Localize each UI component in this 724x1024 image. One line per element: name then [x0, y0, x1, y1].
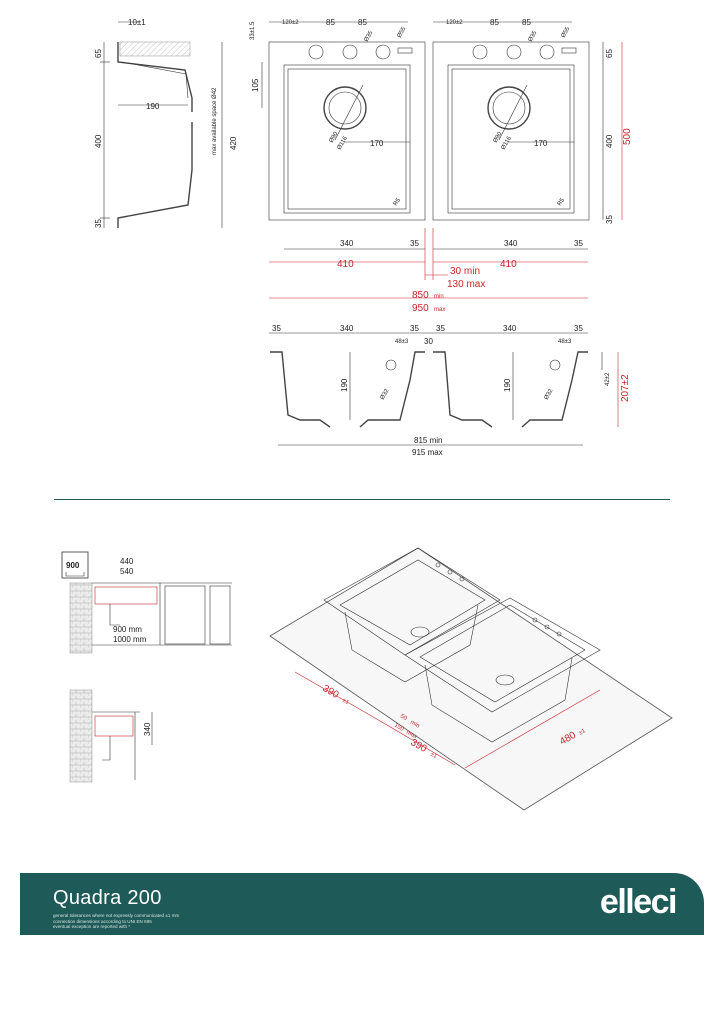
side-top-10: 10±1 [128, 18, 146, 27]
section-divider [54, 499, 670, 500]
install-340: 340 [143, 722, 152, 736]
right-dim-85a: 85 [490, 18, 499, 27]
cabinet-badge-text: 900 [66, 561, 80, 570]
gap-min: 30 min [450, 266, 481, 277]
left-drain-105: 105 [251, 78, 260, 92]
cut-390b: 390 [408, 737, 429, 755]
cut-480: 480 [558, 729, 578, 748]
right-dim-120: 120±2 [446, 20, 463, 26]
left-dim-85b: 85 [358, 18, 367, 27]
total-width-dims [269, 228, 588, 314]
side-bottom-35: 35 [94, 219, 103, 228]
front-190b: 190 [503, 378, 512, 392]
note-line: general tolerances where not expressly communicated ±1 mm [53, 913, 180, 918]
side-rim-65: 65 [94, 49, 103, 58]
right-dim-85b: 85 [522, 18, 531, 27]
right-drain-116: Ø116 [500, 135, 513, 151]
left-radius-r5: R5 [392, 197, 403, 208]
right-drain-90: Ø90 [492, 131, 504, 144]
footer-notes [53, 913, 179, 930]
left-dim-170: 170 [370, 139, 384, 148]
left-drain-116: Ø116 [336, 135, 349, 151]
front-30: 30 [424, 337, 433, 346]
right-overflow-55: Ø55 [560, 26, 572, 39]
left-dim-85a: 85 [326, 18, 335, 27]
right-radius-r5: R5 [556, 197, 567, 208]
side-inner-line [122, 62, 188, 98]
side-section-view [94, 18, 238, 228]
total-min: 850 [412, 290, 429, 301]
sink-side [95, 716, 133, 736]
wall-side [70, 690, 92, 782]
front-340b: 340 [503, 324, 517, 333]
note-line: connection dimensions according to UNI EN 695 [53, 918, 152, 924]
front-35d: 35 [574, 324, 583, 333]
install-cabinet-side [70, 690, 152, 782]
left-width-410: 410 [337, 259, 354, 270]
drain-inner [329, 92, 361, 124]
cut-150-max: max [405, 729, 418, 741]
left-drain-90: Ø90 [328, 131, 340, 144]
front-190a: 190 [340, 378, 349, 392]
cut-150: 150 [393, 722, 405, 733]
total-max-word: max [434, 307, 446, 313]
right-rim-35: 35 [574, 239, 583, 248]
right-dim-400: 400 [605, 134, 614, 148]
side-available-space: max available space Ø42 [212, 87, 218, 155]
install-440: 440 [120, 557, 134, 566]
install-900mm: 900 mm [113, 625, 142, 634]
front-207: 207±2 [620, 374, 631, 402]
left-rim-35: 35 [410, 239, 419, 248]
footer-banner [20, 873, 704, 935]
sink-in-cabinet [95, 587, 157, 604]
front-48b: 48±3 [558, 339, 572, 345]
side-width-190: 190 [146, 102, 160, 111]
right-bowl-340: 340 [504, 239, 518, 248]
side-depth-400: 400 [94, 134, 103, 148]
tap-hole-1 [309, 45, 323, 59]
front-48a: 48±3 [395, 339, 409, 345]
right-total-500: 500 [622, 128, 633, 145]
side-total-420: 420 [229, 136, 238, 150]
top-view-left-bowl [250, 18, 425, 270]
left-overflow-55: Ø55 [396, 26, 408, 39]
front-right-hole [550, 360, 560, 370]
front-340a: 340 [340, 324, 354, 333]
cut-390a-tol: ±1 [341, 697, 350, 707]
right-dim-170: 170 [534, 139, 548, 148]
total-max: 950 [412, 303, 429, 314]
overflow-slot [398, 48, 412, 53]
right-width-410: 410 [500, 259, 517, 270]
front-35b: 35 [410, 324, 419, 333]
cut-480-tol: ±1 [578, 728, 587, 737]
right-dim-65: 65 [605, 49, 614, 58]
right-drain-outer [488, 87, 530, 129]
cut-390a: 390 [320, 683, 341, 701]
countertop-hatch [120, 42, 190, 56]
cut-390b-tol: ±1 [429, 751, 438, 761]
tap-hole-2 [343, 45, 357, 59]
left-tap-35: Ø35 [363, 30, 375, 43]
total-min-word: min [434, 294, 444, 300]
left-bowl-340: 340 [340, 239, 354, 248]
cut-50-min: min [409, 719, 421, 730]
front-32b: Ø32 [543, 388, 555, 401]
top-view-right-bowl [433, 18, 633, 270]
countertop [270, 548, 672, 810]
right-dim-35: 35 [605, 215, 614, 224]
side-sink-profile [118, 42, 192, 228]
front-42: 42±2 [605, 372, 611, 386]
product-title: Quadra 200 [53, 887, 162, 909]
front-span-min: 815 min [414, 436, 443, 445]
install-cabinet-front [62, 552, 232, 653]
front-32a: Ø32 [379, 388, 391, 401]
perspective-view [270, 548, 672, 810]
front-section-view [269, 324, 631, 457]
front-span-max: 915 max [412, 448, 443, 457]
cut-50: 50 [399, 713, 408, 723]
front-35c: 35 [436, 324, 445, 333]
wall-left [70, 583, 92, 653]
front-35a: 35 [272, 324, 281, 333]
front-left-hole [386, 360, 396, 370]
install-1000mm: 1000 mm [113, 635, 147, 644]
elleci-logo: elleci [599, 883, 676, 921]
install-540: 540 [120, 567, 134, 576]
right-tap-35: Ø35 [527, 30, 539, 43]
gap-max: 130 max [447, 279, 486, 290]
drain-outer [324, 87, 366, 129]
note-line: eventual exception are reported with * [53, 924, 131, 930]
tap-hole-3 [376, 45, 390, 59]
left-edge-33: 33±1.5 [250, 21, 256, 40]
left-dim-120: 120±2 [282, 20, 299, 26]
